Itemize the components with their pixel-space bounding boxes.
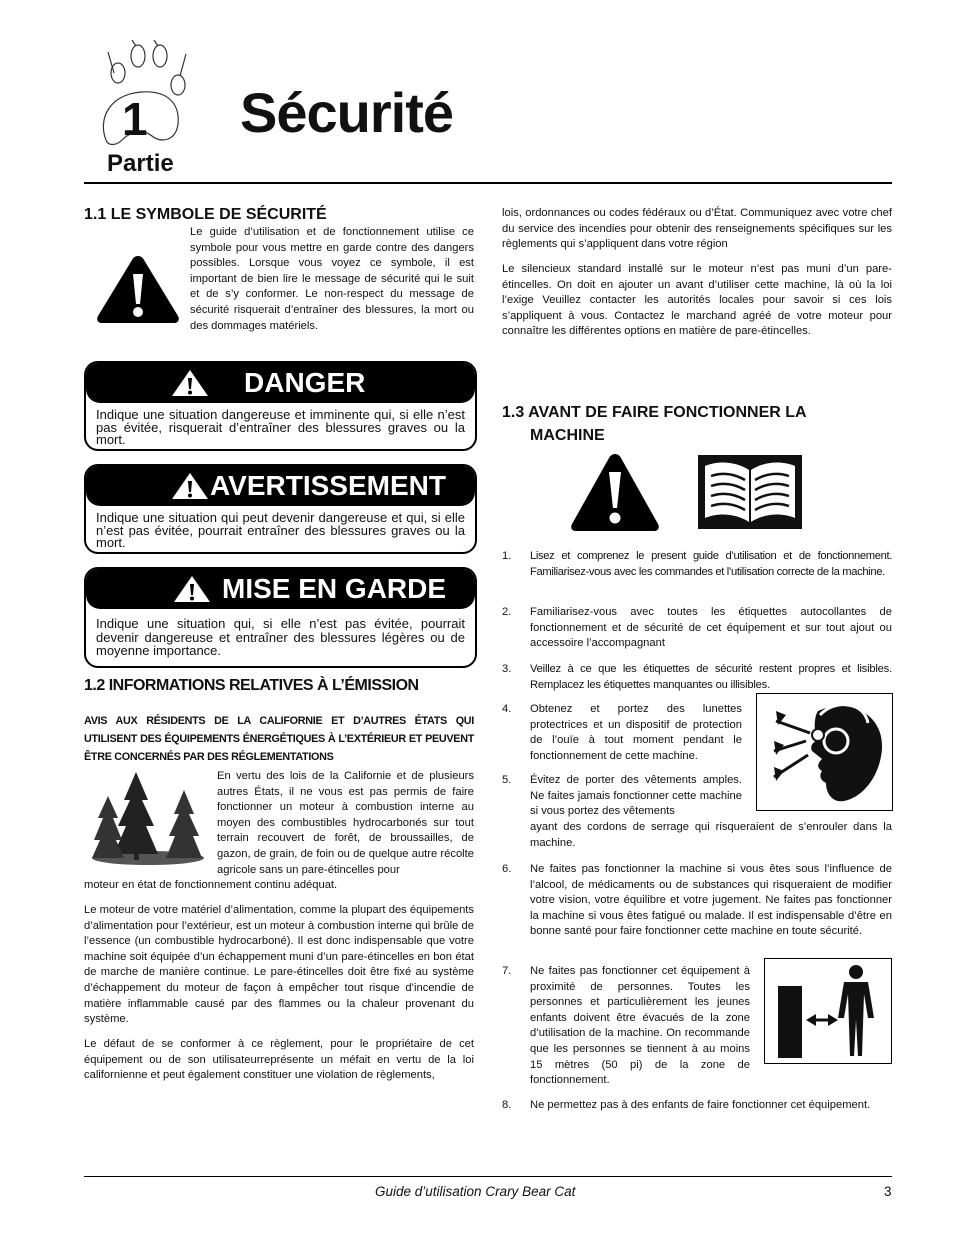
footer-guide-title: Guide d’utilisation Crary Bear Cat xyxy=(375,1184,576,1199)
section-1-1-heading: 1.1 LE SYMBOLE DE SÉCURITÉ xyxy=(84,206,327,223)
warning-triangle-icon xyxy=(172,574,212,604)
item-text: Ne faites pas fonctionner cet équipement à proximité de personnes. Toutes les personnes et particulièrement les jeunes enfants doivent être évacués de la zone d’utilisation de la machine. On recommande que les personnes se tiennent à au moins 15 mètres (50 pi) de la zone de fonctionnement. xyxy=(530,965,750,1087)
warning-label: AVERTISSEMENT xyxy=(210,470,446,501)
section-1-2-heading: 1.2 INFORMATIONS RELATIVES À L’ÉMISSION xyxy=(84,677,419,694)
item-number: 5. xyxy=(502,774,512,786)
pine-trees-icon xyxy=(88,770,208,866)
chapter-word: Partie xyxy=(107,150,174,177)
danger-header xyxy=(86,363,475,403)
list-item xyxy=(502,773,752,820)
section-1-3-heading-2: MACHINE xyxy=(530,427,605,444)
emission-para-3: Le défaut de se conformer à ce règlement, pour le propriétaire de cet équipement ou de son utilisateurreprésente un méfait en vertu de la loi californienne et peut également constituer une violation de règlements, xyxy=(84,1038,474,1082)
safety-alert-icon xyxy=(96,254,180,324)
danger-text: Indique une situation dangereuse et imminente qui, si elle n’est pas évitée, risquerait d’entraîner des blessures graves ou la mort. xyxy=(96,407,465,447)
item-number: 3. xyxy=(502,663,512,675)
list-item xyxy=(502,549,892,596)
emission-para-1: En vertu des lois de la Californie et de plusieurs autres États, il ne vous est pas permis de faire fonctionner un moteur à combustion interne au moyen des combustibles hydrocarbonés sur tout terrain recouvert de forêt, de broussailles, de gazon, de grain, de foin ou de quelque autre récolte agricole sans un pare-étincelles pour xyxy=(217,770,474,876)
section-1-1-text: Le guide d’utilisation et de fonctionnement utilise ce symbole pour vous mettre en garde contre des dangers possibles. Lorsque vous voyez ce symbole, il est important de bien lire le message de sécurité qui le suit et de s’y conformer. Le non-respect du message de sécurité risquerait d’entraîner des blessures, la mort ou des dommages matériels. xyxy=(190,226,474,332)
list-item xyxy=(502,702,752,764)
emission-para-2: Le moteur de votre matériel d’alimentation, comme la plupart des équipements d’alimentation pour l’extérieur, est un moteur à combustion interne qui brûle de l’essence (un combustible hydrocarboné). Il est donc indispensable que votre machine soit équipée d’un échappement muni d’un pare-étincelles en bon état de marche de manière continue. Le pare-étincelles doit être fixé au système d’échappement du moteur de façon à empêcher tout risque d’incendie de matière inflammable causé par des flammes ou la chaleur provenant du système. xyxy=(84,904,474,1026)
list-item xyxy=(502,964,752,1089)
chapter-number: 1 xyxy=(122,93,148,145)
california-notice: AVIS AUX RÉSIDENTS DE LA CALIFORNIE ET D’AUTRES ÉTATS QUI UTILISENT DES ÉQUIPEMENTS ÉNERGÉTIQUES À L’EXTÉRIEUR ET PEUVENT ÊTRE CONCERNÉS PAR DES RÉGLEMENTATIONS xyxy=(84,715,474,763)
item-number: 2. xyxy=(502,606,512,618)
warning-triangle-icon xyxy=(170,471,210,501)
read-manual-icon xyxy=(697,454,803,530)
item-text: Familiarisez-vous avec toutes les étiquettes autocollantes de fonctionnement et de sécurité de cet équipement et sur tout ajout ou accessoire l’accompagnant xyxy=(530,606,892,650)
emission-para-1-end: moteur en état de fonctionnement continu adéquat. xyxy=(84,879,338,891)
protective-gear-icon xyxy=(756,693,893,811)
safety-alert-icon xyxy=(570,452,660,532)
page-title: Sécurité xyxy=(240,81,453,144)
caution-header xyxy=(86,569,475,609)
item-number: 1. xyxy=(502,550,512,562)
warning-box xyxy=(84,464,477,554)
danger-label: DANGER xyxy=(244,367,366,398)
item-text: Évitez de porter des vêtements amples. Ne faites jamais fonctionner cette machine si vous portez des vêtements xyxy=(530,774,742,818)
item-text: Veillez à ce que les étiquettes de sécurité restent propres et lisibles. Remplacez les étiquettes manquantes ou illisibles. xyxy=(530,663,892,691)
item-text: Ne permettez pas à des enfants de faire fonctionner cet équipement. xyxy=(530,1099,871,1111)
emission-para-5: Le silencieux standard installé sur le moteur n’est pas muni d’un pare-étincelles. On doit en ajouter un avant d’utiliser cette machine, là où la loi l’exige Veuillez contacter les autorités locales pour savoir si ces lois s’appliquent à vous. Contactez le marchand agréé de votre moteur pour connaître les différentes options en matière de pare-étincelles. xyxy=(502,263,892,338)
keep-distance-icon xyxy=(764,958,892,1064)
list-item xyxy=(502,605,892,652)
list-item xyxy=(502,862,892,956)
caution-text: Indique une situation qui, si elle n’est pas évitée, pourrait devenir dangereuse et entraîner des blessures légères ou de moyenne importance. xyxy=(96,616,465,658)
warning-header xyxy=(86,466,475,506)
warning-text: Indique une situation qui peut devenir dangereuse et qui, si elle n’est pas évitée, pourrait entraîner des blessures graves ou la mort. xyxy=(96,510,465,550)
section-1-3-heading: 1.3 AVANT DE FAIRE FONCTIONNER LA xyxy=(502,404,807,421)
item-number: 6. xyxy=(502,863,512,875)
list-item xyxy=(502,1098,892,1129)
item-5-continuation: ayant des cordons de serrage qui risqueraient de s’enrouler dans la machine. xyxy=(530,821,892,849)
warning-triangle-icon xyxy=(170,368,210,398)
item-text: Obtenez et portez des lunettes protectrices et un dispositif de protection de l’ouïe à tout moment pendant le fonctionnement de cette machine. xyxy=(530,703,742,762)
emission-para-4: lois, ordonnances ou codes fédéraux ou d’État. Communiquez avec votre chef du service des incendies pour obtenir des renseignements spécifiques sur les règlements qui s’appliquent dans votre région xyxy=(502,207,892,251)
caution-label: MISE EN GARDE xyxy=(222,573,447,604)
page-number: 3 xyxy=(884,1184,892,1199)
item-text: Lisez et comprenez le present guide d’utilisation et de fonctionnement. Familiarisez-vous avec les commandes et l’utilisation correcte de la machine. xyxy=(530,550,892,578)
danger-box xyxy=(84,361,477,451)
item-text: Ne faites pas fonctionner la machine si vous êtes sous l’influence de l’alcool, de médicaments ou de substances qui risqueraient de modifier votre vision, votre équilibre et votre jugement. Ne faites pas fonctionner la machine si vous êtes fatigué ou malade. Il est indispensable d’être en bonne santé pour faire fonctionner cette machine en toute sécurité. xyxy=(530,863,892,938)
item-number: 4. xyxy=(502,703,512,715)
list-item xyxy=(502,662,892,693)
item-number: 8. xyxy=(502,1099,512,1111)
footer-rule xyxy=(84,1176,892,1177)
header-rule xyxy=(84,182,892,184)
item-number: 7. xyxy=(502,965,512,977)
caution-box xyxy=(84,567,477,668)
